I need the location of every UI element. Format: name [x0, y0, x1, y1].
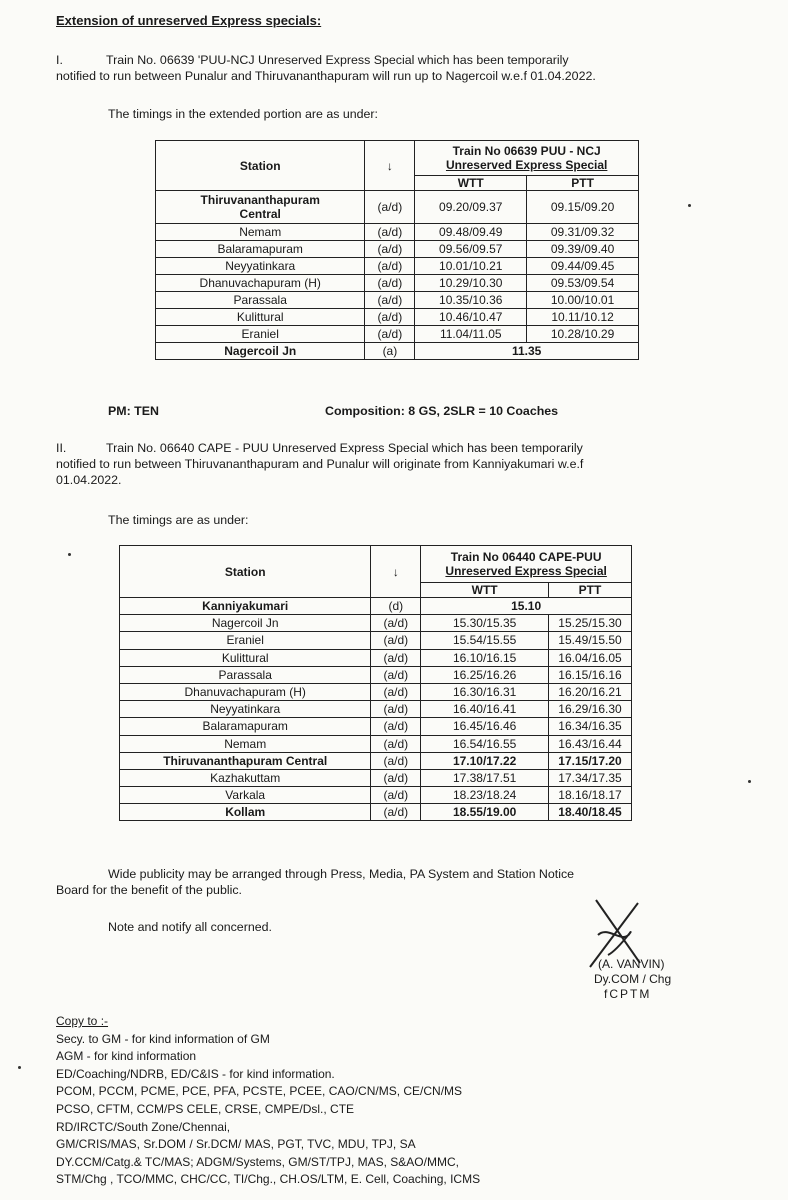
merged-time-cell: 11.35	[415, 343, 639, 360]
copy-to-label: Copy to :-	[56, 1014, 109, 1028]
arrival-departure-cell: (a/d)	[371, 615, 421, 632]
wtt-cell: 09.48/09.49	[415, 224, 527, 241]
station-cell: Kanniyakumari	[120, 598, 371, 615]
copy-to-line: PCSO, CFTM, CCM/PS CELE, CRSE, CMPE/Dsl., CTE	[56, 1101, 355, 1116]
table-row	[156, 292, 639, 309]
arrival-departure-cell: (a/d)	[371, 787, 421, 804]
scan-speck	[68, 553, 71, 556]
ptt-cell: 18.40/18.45	[549, 804, 632, 821]
station-cell: Parassala	[120, 666, 371, 683]
wtt-cell: 10.35/10.36	[415, 292, 527, 309]
ptt-cell: 10.28/10.29	[527, 326, 639, 343]
table-row	[120, 598, 632, 615]
table-row	[156, 241, 639, 258]
wtt-cell: 16.30/16.31	[421, 683, 549, 700]
table-row	[120, 718, 632, 735]
station-cell: Nemam	[120, 735, 371, 752]
section2-text-line2: notified to run between Thiruvananthapuram and Punalur will originate from Kanniyakumari w.e.f	[56, 457, 584, 471]
ptt-cell: 10.11/10.12	[527, 309, 639, 326]
table-row	[120, 649, 632, 666]
section2-timetable	[119, 545, 632, 821]
column-header-station: Station	[120, 546, 371, 598]
section2-number: II.	[56, 441, 67, 455]
arrival-departure-cell: (a/d)	[365, 191, 415, 224]
table-row	[156, 326, 639, 343]
table-row	[120, 752, 632, 769]
table-row	[120, 735, 632, 752]
arrival-departure-cell: (a/d)	[371, 701, 421, 718]
arrival-departure-cell: (a/d)	[371, 683, 421, 700]
station-cell: Eraniel	[156, 326, 365, 343]
column-header-ptt: PTT	[549, 583, 632, 598]
station-cell: Neyyatinkara	[120, 701, 371, 718]
wtt-cell: 09.20/09.37	[415, 191, 527, 224]
copy-to-line: ED/Coaching/NDRB, ED/C&IS - for kind information.	[56, 1066, 335, 1081]
station-cell: Kulittural	[120, 649, 371, 666]
column-header-ptt: PTT	[527, 176, 639, 191]
station-name-line2: Central	[239, 207, 281, 221]
ptt-cell: 16.04/16.05	[549, 649, 632, 666]
station-cell: Dhanuvachapuram (H)	[156, 275, 365, 292]
ptt-cell: 16.29/16.30	[549, 701, 632, 718]
arrival-departure-cell: (a/d)	[365, 275, 415, 292]
scan-speck	[18, 1066, 21, 1069]
copy-to-line: RD/IRCTC/South Zone/Chennai,	[56, 1119, 231, 1134]
ptt-cell: 09.44/09.45	[527, 258, 639, 275]
train-subtitle: Unreserved Express Special	[445, 564, 607, 578]
section2-intro: The timings are as under:	[108, 513, 249, 527]
station-cell: Dhanuvachapuram (H)	[120, 683, 371, 700]
scan-speck	[688, 204, 691, 207]
column-header-wtt: WTT	[415, 176, 527, 191]
section1-timetable	[155, 140, 639, 360]
station-cell: Kazhakuttam	[120, 769, 371, 786]
section1-intro: The timings in the extended portion are as under:	[108, 107, 379, 121]
copy-to-line: DY.CCM/Catg.& TC/MAS; ADGM/Systems, GM/ST/TPJ, MAS, S&AO/MMC,	[56, 1154, 459, 1169]
station-name: Thiruvananthapuram	[200, 193, 320, 207]
table-row	[156, 224, 639, 241]
wtt-cell: 10.01/10.21	[415, 258, 527, 275]
table-row	[120, 615, 632, 632]
copy-to-line: PCOM, PCCM, PCME, PCE, PFA, PCSTE, PCEE, CAO/CN/MS, CE/CN/MS	[56, 1084, 463, 1099]
composition-label: Composition: 8 GS, 2SLR = 10 Coaches	[325, 404, 559, 418]
wtt-cell: 09.56/09.57	[415, 241, 527, 258]
wtt-cell: 15.30/15.35	[421, 615, 549, 632]
table-row	[120, 787, 632, 804]
arrival-departure-cell: (a/d)	[371, 632, 421, 649]
station-cell: Kollam	[120, 804, 371, 821]
table-row	[120, 666, 632, 683]
column-header-wtt: WTT	[421, 583, 549, 598]
table-row	[120, 804, 632, 821]
ptt-cell: 17.15/17.20	[549, 752, 632, 769]
arrival-departure-cell: (a/d)	[371, 649, 421, 666]
wtt-cell: 18.55/19.00	[421, 804, 549, 821]
wtt-cell: 15.54/15.55	[421, 632, 549, 649]
ptt-cell: 15.25/15.30	[549, 615, 632, 632]
station-cell: Nemam	[156, 224, 365, 241]
station-cell: Kulittural	[156, 309, 365, 326]
column-header-station: Station	[156, 141, 365, 191]
table-row	[156, 191, 639, 224]
station-cell: Varkala	[120, 787, 371, 804]
ptt-cell: 09.31/09.32	[527, 224, 639, 241]
ptt-cell: 09.39/09.40	[527, 241, 639, 258]
train-subtitle: Unreserved Express Special	[445, 158, 608, 172]
train-title: Train No 06639 PUU - NCJ	[452, 144, 601, 158]
ptt-cell: 16.43/16.44	[549, 735, 632, 752]
station-cell: Thiruvananthapuram Central	[120, 752, 371, 769]
table-row	[120, 769, 632, 786]
wtt-cell: 16.25/16.26	[421, 666, 549, 683]
wtt-cell: 10.29/10.30	[415, 275, 527, 292]
table-row	[120, 683, 632, 700]
station-cell: Neyyatinkara	[156, 258, 365, 275]
arrival-departure-cell: (a/d)	[371, 718, 421, 735]
arrival-departure-cell: (a/d)	[371, 752, 421, 769]
arrival-departure-cell: (a)	[365, 343, 415, 360]
ptt-cell: 16.15/16.16	[549, 666, 632, 683]
station-cell: Eraniel	[120, 632, 371, 649]
wtt-cell: 16.10/16.15	[421, 649, 549, 666]
arrival-departure-cell: (d)	[371, 598, 421, 615]
station-cell	[156, 191, 365, 224]
copy-to-line: GM/CRIS/MAS, Sr.DOM / Sr.DCM/ MAS, PGT, TVC, MDU, TPJ, SA	[56, 1137, 416, 1152]
section1-text-line2: notified to run between Punalur and Thiruvananthapuram will run up to Nagercoil w.e.f 01.04.2022.	[56, 69, 596, 83]
train-title: Train No 06440 CAPE-PUU	[450, 550, 602, 564]
wtt-cell: 16.54/16.55	[421, 735, 549, 752]
table-row	[156, 275, 639, 292]
signatory-designation: Dy.COM / Chg	[594, 972, 672, 986]
column-header-arrow: ↓	[371, 546, 421, 598]
column-header-arrow: ↓	[365, 141, 415, 191]
ptt-cell: 17.34/17.35	[549, 769, 632, 786]
arrival-departure-cell: (a/d)	[371, 735, 421, 752]
ptt-cell: 10.00/10.01	[527, 292, 639, 309]
arrival-departure-cell: (a/d)	[365, 224, 415, 241]
arrival-departure-cell: (a/d)	[365, 258, 415, 275]
table-row	[156, 258, 639, 275]
document-heading: Extension of unreserved Express specials:	[56, 13, 322, 28]
ptt-cell: 18.16/18.17	[549, 787, 632, 804]
ptt-cell: 09.15/09.20	[527, 191, 639, 224]
wtt-cell: 17.10/17.22	[421, 752, 549, 769]
table-row	[156, 343, 639, 360]
signatory-name: (A. VANVIN)	[598, 957, 665, 971]
section2-text-line1: Train No. 06640 CAPE - PUU Unreserved Express Special which has been temporarily	[106, 441, 583, 455]
arrival-departure-cell: (a/d)	[371, 666, 421, 683]
pm-label: PM: TEN	[108, 404, 159, 418]
copy-to-block	[56, 1013, 480, 1189]
section2-text-line3: 01.04.2022.	[56, 473, 122, 487]
wtt-cell: 18.23/18.24	[421, 787, 549, 804]
station-cell: Balaramapuram	[156, 241, 365, 258]
table-row	[156, 309, 639, 326]
station-cell: Balaramapuram	[120, 718, 371, 735]
arrival-departure-cell: (a/d)	[365, 241, 415, 258]
section1-paragraph	[56, 52, 746, 84]
wtt-cell: 10.46/10.47	[415, 309, 527, 326]
publicity-line2: Board for the benefit of the public.	[56, 883, 242, 897]
copy-to-line: STM/Chg , TCO/MMC, CHC/CC, TI/Chg., CH.OS/LTM, E. Cell, Coaching, ICMS	[56, 1172, 481, 1187]
arrival-departure-cell: (a/d)	[365, 292, 415, 309]
note-text: Note and notify all concerned.	[108, 920, 272, 934]
signatory-office: fCPTM	[604, 987, 652, 1001]
table-row	[120, 701, 632, 718]
ptt-cell: 15.49/15.50	[549, 632, 632, 649]
wtt-cell: 16.40/16.41	[421, 701, 549, 718]
station-cell: Parassala	[156, 292, 365, 309]
table-row	[120, 632, 632, 649]
arrival-departure-cell: (a/d)	[371, 804, 421, 821]
ptt-cell: 09.53/09.54	[527, 275, 639, 292]
publicity-line1: Wide publicity may be arranged through Press, Media, PA System and Station Notice	[108, 867, 575, 881]
section2-paragraph	[56, 440, 746, 488]
wtt-cell: 11.04/11.05	[415, 326, 527, 343]
ptt-cell: 16.20/16.21	[549, 683, 632, 700]
copy-to-line: AGM - for kind information	[56, 1049, 197, 1064]
section1-text-line1: Train No. 06639 'PUU-NCJ Unreserved Express Special which has been temporarily	[106, 53, 569, 67]
arrival-departure-cell: (a/d)	[365, 309, 415, 326]
publicity-paragraph	[56, 866, 746, 898]
column-header-train	[415, 141, 639, 176]
merged-time-cell: 15.10	[421, 598, 632, 615]
copy-to-line: Secy. to GM - for kind information of GM	[56, 1031, 270, 1046]
arrival-departure-cell: (a/d)	[371, 769, 421, 786]
wtt-cell: 16.45/16.46	[421, 718, 549, 735]
arrival-departure-cell: (a/d)	[365, 326, 415, 343]
section1-number: I.	[56, 53, 63, 67]
wtt-cell: 17.38/17.51	[421, 769, 549, 786]
ptt-cell: 16.34/16.35	[549, 718, 632, 735]
station-cell: Nagercoil Jn	[120, 615, 371, 632]
scan-speck	[748, 780, 751, 783]
column-header-train	[421, 546, 632, 583]
station-cell: Nagercoil Jn	[156, 343, 365, 360]
